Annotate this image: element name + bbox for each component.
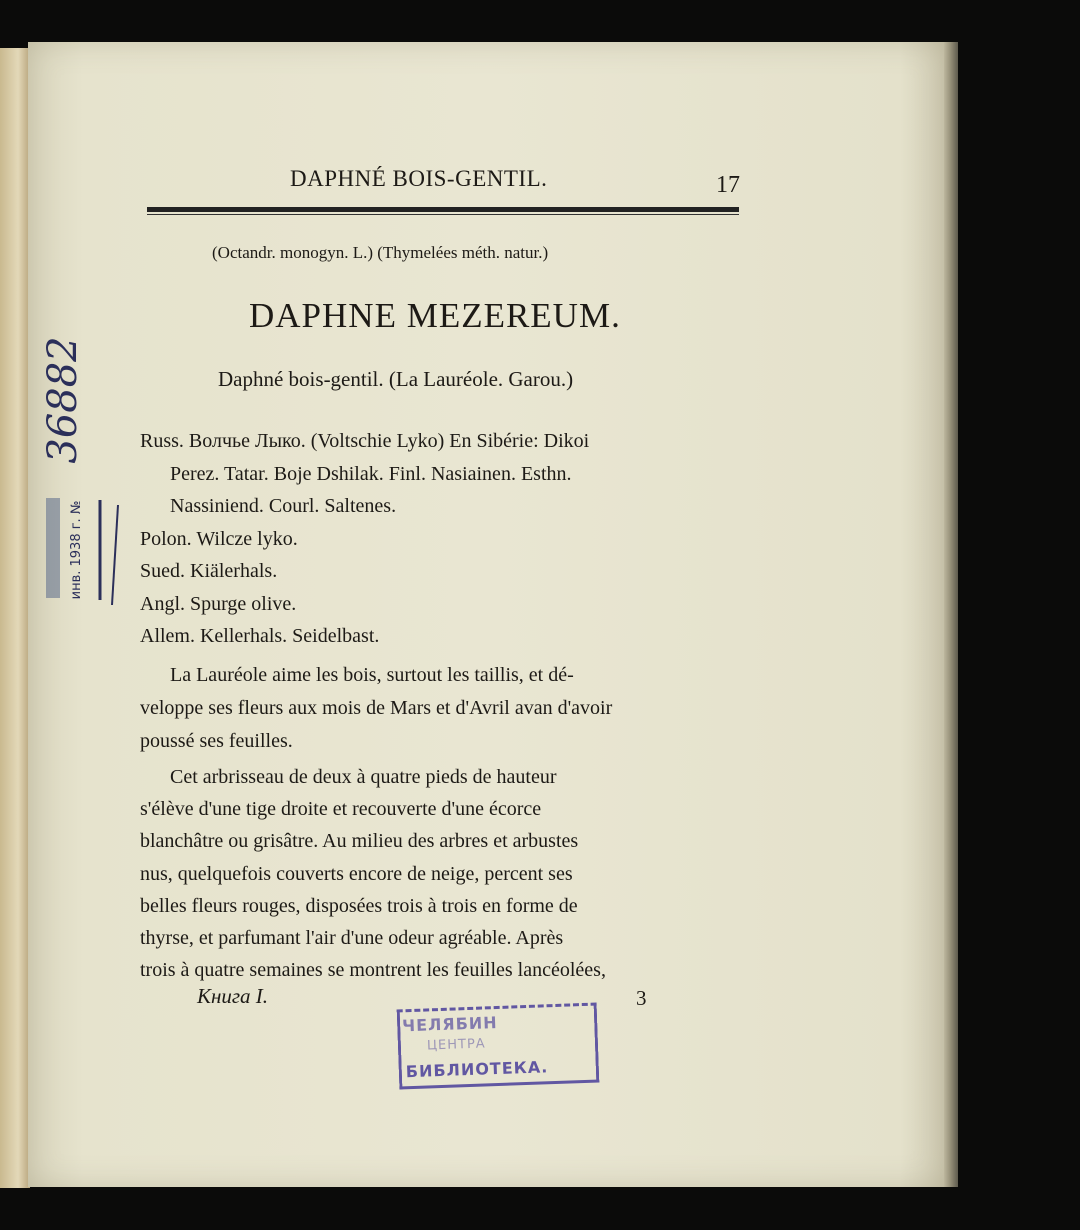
paragraph-habitat	[140, 659, 740, 758]
names-line: Sued. Kiälerhals.	[140, 560, 278, 582]
paragraph-line: poussé ses feuilles.	[140, 730, 293, 752]
names-line: Russ. Волчье Лыко. (Voltschie Lyko) En Sibérie: Dikoi	[140, 430, 590, 452]
paragraph-description	[140, 761, 740, 986]
stamp-line: ЦЕНТРА	[426, 1036, 486, 1054]
header-rule-thin	[147, 214, 739, 215]
paragraph-line: veloppe ses fleurs aux mois de Mars et d'Avril avan d'avoir	[140, 697, 613, 719]
facing-page-edge	[0, 48, 30, 1188]
page-block-edge	[944, 42, 958, 1187]
names-line: Perez. Tatar. Boje Dshilak. Finl. Nasiainen. Esthn.	[170, 462, 572, 485]
species-title: DAPHNE MEZEREUM.	[249, 296, 621, 335]
stamp-line: ЧЕЛЯБИН	[401, 1013, 498, 1036]
paragraph-line: La Lauréole aime les bois, surtout les taillis, et dé-	[170, 664, 574, 686]
accession-number-text: 36882	[40, 336, 86, 464]
handwritten-accession-number	[40, 320, 106, 480]
library-stamp	[397, 1003, 600, 1090]
page-number: 17	[716, 172, 740, 198]
signature-label: Книга I.	[197, 984, 269, 1008]
names-line: Allem. Kellerhals. Seidelbast.	[140, 625, 380, 647]
stamp-line: БИБЛИОТЕКА.	[405, 1057, 549, 1082]
common-names-subtitle: Daphné bois-gentil. (La Lauréole. Garou.)	[218, 367, 574, 391]
paragraph-line: blanchâtre ou grisâtre. Au milieu des arbres et arbustes	[140, 830, 579, 853]
classification-line: (Octandr. monogyn. L.) (Thymelées méth. natur.)	[212, 243, 549, 262]
inventory-stamp	[40, 490, 140, 620]
paragraph-line: Cet arbrisseau de deux à quatre pieds de hauteur	[170, 766, 557, 788]
paragraph-line: trois à quatre semaines se montrent les feuilles lancéolées,	[140, 959, 606, 982]
vernacular-names-list	[140, 425, 740, 653]
signature-number: 3	[636, 986, 647, 1010]
names-line: Angl. Spurge olive.	[140, 592, 297, 615]
paragraph-line: belles fleurs rouges, disposées trois à trois en forme de	[140, 894, 578, 917]
inventory-text: инв. 1938 г. №	[69, 500, 84, 600]
header-rule-thick	[147, 207, 739, 212]
paragraph-line: nus, quelquefois couverts encore de neige, percent ses	[140, 862, 573, 885]
paragraph-line: thyrse, et parfumant l'air d'une odeur agréable. Après	[140, 927, 564, 950]
running-head: DAPHNÉ BOIS-GENTIL.	[290, 166, 548, 191]
names-line: Polon. Wilcze lyko.	[140, 527, 298, 550]
names-line: Nassiniend. Courl. Saltenes.	[170, 495, 397, 517]
inventory-mark	[112, 505, 118, 605]
inventory-bar	[46, 498, 60, 598]
paragraph-line: s'élève d'une tige droite et recouverte d'une écorce	[140, 798, 542, 821]
